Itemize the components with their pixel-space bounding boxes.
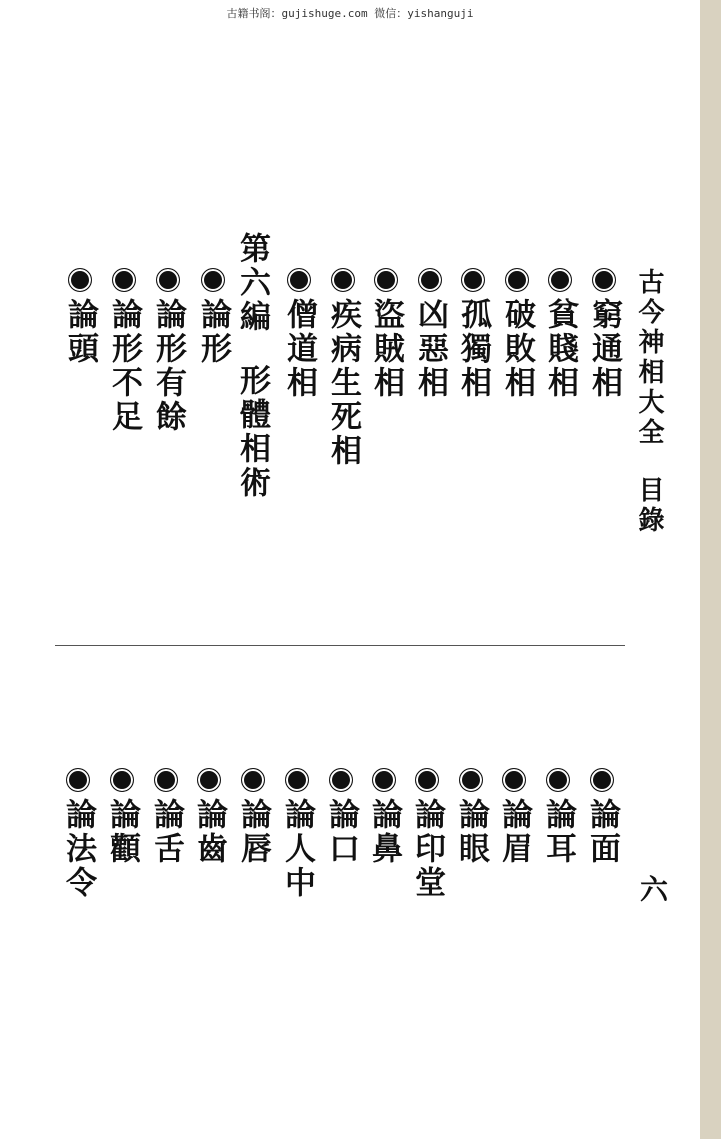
section-title: 目錄 xyxy=(634,476,664,536)
toc-entry-label: 論形 xyxy=(195,298,231,366)
bullet-icon xyxy=(241,768,265,792)
bullet-icon xyxy=(546,768,570,792)
toc-entry xyxy=(235,768,271,866)
chapter-subtitle: 形體相術 xyxy=(234,364,270,500)
toc-entry-label: 論舌 xyxy=(148,798,184,866)
page-number: 六 xyxy=(640,873,669,906)
toc-entry xyxy=(279,768,315,900)
toc-entry xyxy=(586,268,622,400)
bullet-icon xyxy=(459,768,483,792)
header-column xyxy=(636,268,662,536)
toc-entry xyxy=(60,768,96,900)
toc-entry-label: 凶惡相 xyxy=(412,298,448,400)
toc-entry-label: 窮通相 xyxy=(586,298,622,400)
bullet-icon xyxy=(287,268,311,292)
bullet-icon xyxy=(331,268,355,292)
bullet-icon xyxy=(154,768,178,792)
section-divider xyxy=(55,645,625,646)
bullet-icon xyxy=(372,768,396,792)
toc-entry-label: 貧賤相 xyxy=(542,298,578,400)
toc-entry xyxy=(104,768,140,866)
toc-entry-label: 論齒 xyxy=(191,798,227,866)
bullet-icon xyxy=(548,268,572,292)
toc-entry xyxy=(325,268,361,468)
toc-entry-label: 疾病生死相 xyxy=(325,298,361,468)
toc-entry-label: 論形不足 xyxy=(106,298,142,434)
toc-entry-label: 論面 xyxy=(584,798,620,866)
toc-entry-label: 僧道相 xyxy=(281,298,317,400)
bullet-icon xyxy=(502,768,526,792)
bullet-icon xyxy=(374,268,398,292)
book-title: 古今神相大全 xyxy=(634,268,664,448)
toc-entry xyxy=(148,768,184,866)
page-edge xyxy=(700,0,721,1139)
bullet-icon xyxy=(418,268,442,292)
toc-entry-label: 盜賊相 xyxy=(368,298,404,400)
toc-entry-label: 論眉 xyxy=(496,798,532,866)
toc-entry xyxy=(455,268,491,400)
toc-entry-label: 破敗相 xyxy=(499,298,535,400)
toc-entry xyxy=(191,768,227,866)
toc-entry-label: 論耳 xyxy=(540,798,576,866)
bullet-icon xyxy=(329,768,353,792)
toc-entry xyxy=(323,768,359,866)
chapter-heading xyxy=(234,232,270,500)
toc-entry xyxy=(499,268,535,400)
bullet-icon xyxy=(66,768,90,792)
bullet-icon xyxy=(461,268,485,292)
bullet-icon xyxy=(590,768,614,792)
toc-entry xyxy=(409,768,445,900)
toc-entry-label: 孤獨相 xyxy=(455,298,491,400)
toc-entry xyxy=(106,268,142,434)
toc-entry-label: 論形有餘 xyxy=(150,298,186,434)
toc-entry xyxy=(62,268,98,366)
toc-entry-label: 論印堂 xyxy=(409,798,445,900)
toc-entry-label: 論口 xyxy=(323,798,359,866)
toc-entry xyxy=(412,268,448,400)
toc-entry xyxy=(542,268,578,400)
toc-entry xyxy=(150,268,186,434)
toc-entry-label: 論法令 xyxy=(60,798,96,900)
toc-entry-label: 論人中 xyxy=(279,798,315,900)
bullet-icon xyxy=(110,768,134,792)
bullet-icon xyxy=(285,768,309,792)
watermark-text: 古籍书阁：gujishuge.com 微信：yishanguji xyxy=(226,7,474,20)
bullet-icon xyxy=(68,268,92,292)
toc-entry xyxy=(496,768,532,866)
bullet-icon xyxy=(415,768,439,792)
toc-entry-label: 論顴 xyxy=(104,798,140,866)
toc-entry xyxy=(366,768,402,866)
toc-entry xyxy=(584,768,620,866)
toc-entry xyxy=(195,268,231,366)
toc-entry xyxy=(540,768,576,866)
toc-entry-label: 論眼 xyxy=(453,798,489,866)
toc-entry xyxy=(453,768,489,866)
toc-entry xyxy=(368,268,404,400)
chapter-title: 第六編 xyxy=(234,232,270,334)
bullet-icon xyxy=(112,268,136,292)
bullet-icon xyxy=(197,768,221,792)
toc-entry-label: 論鼻 xyxy=(366,798,402,866)
toc-entry-label: 論唇 xyxy=(235,798,271,866)
bullet-icon xyxy=(156,268,180,292)
bullet-icon xyxy=(201,268,225,292)
bullet-icon xyxy=(505,268,529,292)
toc-entry-label: 論頭 xyxy=(62,298,98,366)
toc-entry xyxy=(281,268,317,400)
bullet-icon xyxy=(592,268,616,292)
